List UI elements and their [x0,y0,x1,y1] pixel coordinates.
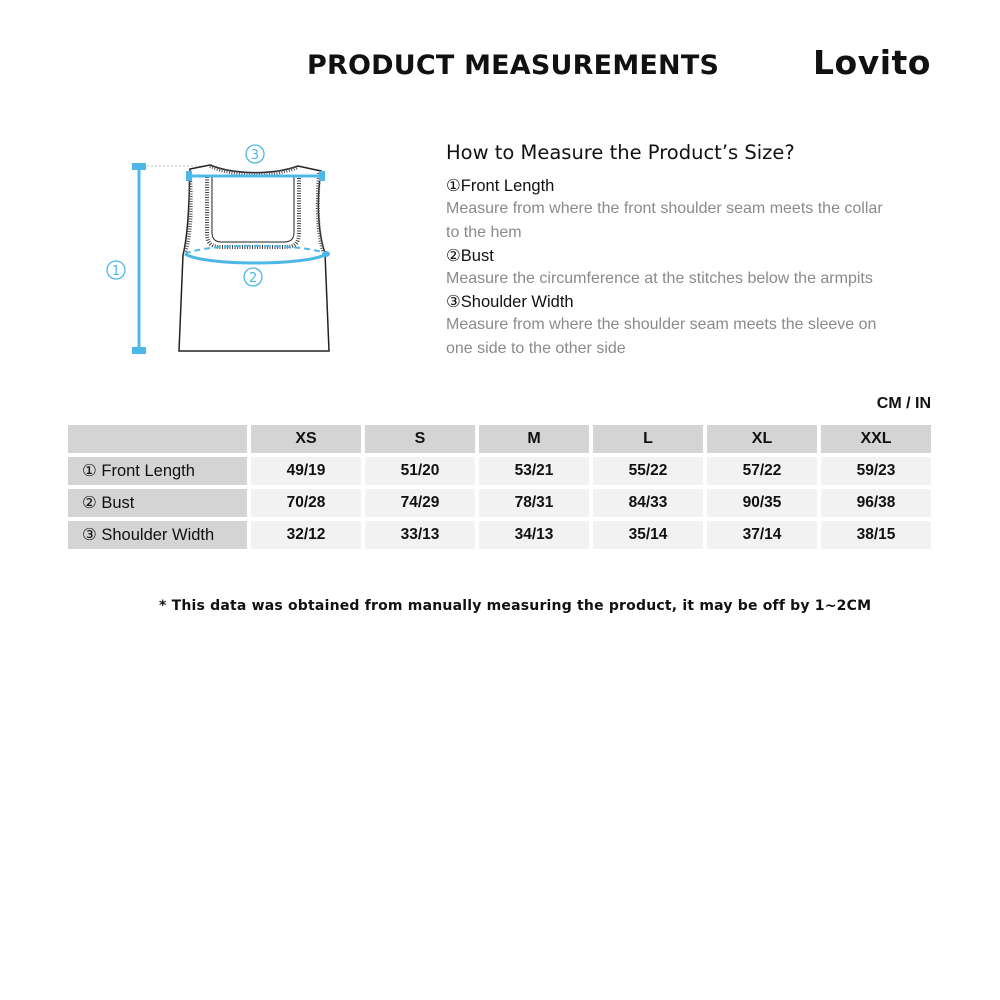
size-header-m: M [479,425,589,453]
table-cell: 59/23 [821,457,931,485]
measurement-disclaimer: * This data was obtained from manually measuring the product, it may be off by 1~2CM [159,598,872,614]
table-cell: 55/22 [593,457,703,485]
bust-end-right [322,251,330,257]
page-title: PRODUCT MEASUREMENTS [307,50,720,81]
table-cell: 53/21 [479,457,589,485]
table-cell: 34/13 [479,521,589,549]
guide-item-desc: Measure from where the shoulder seam meets the sleeve on one side to the other side [446,316,877,357]
guide-item-bust [446,245,896,291]
size-header-xl: XL [707,425,817,453]
marker-3-text: 3 [250,148,260,163]
units-label: CM / IN [876,395,931,412]
guide-item-title: ②Bust [446,247,494,265]
shoulder-width-end-left [186,171,192,181]
table-cell: 37/14 [707,521,817,549]
table-cell: 70/28 [251,489,361,517]
table-cell: 38/15 [821,521,931,549]
brand-logo: Lovito [813,43,931,82]
row-label-bust: ② Bust [68,489,247,517]
table-cell: 51/20 [365,457,475,485]
guide-item-title: ③Shoulder Width [446,293,574,311]
guide-heading: How to Measure the Product’s Size? [446,141,795,164]
marker-1-text: 1 [111,264,121,279]
table-row [68,521,931,549]
table-cell: 35/14 [593,521,703,549]
size-header-xs: XS [251,425,361,453]
guide-item-shoulder-width [446,291,896,361]
table-row [68,457,931,485]
table-cell: 96/38 [821,489,931,517]
table-header-row [68,425,931,453]
table-cell: 74/29 [365,489,475,517]
row-label-front-length: ① Front Length [68,457,247,485]
front-length-end-top [132,163,146,170]
guide-item-title: ①Front Length [446,177,555,195]
table-cell: 33/13 [365,521,475,549]
guide-item-front-length [446,175,896,245]
size-header-s: S [365,425,475,453]
table-cell: 32/12 [251,521,361,549]
table-cell: 57/22 [707,457,817,485]
front-length-end-bottom [132,347,146,354]
table-row [68,489,931,517]
marker-2-text: 2 [248,271,258,286]
shoulder-width-end-right [319,171,325,181]
size-table [64,421,935,553]
measurement-guide [446,141,896,361]
guide-item-desc: Measure from where the front shoulder seam meets the collar to the hem [446,200,883,241]
size-header-l: L [593,425,703,453]
guide-item-desc: Measure the circumference at the stitches below the armpits [446,270,873,287]
table-cell: 49/19 [251,457,361,485]
table-cell: 90/35 [707,489,817,517]
table-cell: 84/33 [593,489,703,517]
tank-top-diagram [95,135,355,370]
table-cell: 78/31 [479,489,589,517]
row-label-shoulder-width: ③ Shoulder Width [68,521,247,549]
size-header-xxl: XXL [821,425,931,453]
table-corner-cell [68,425,247,453]
